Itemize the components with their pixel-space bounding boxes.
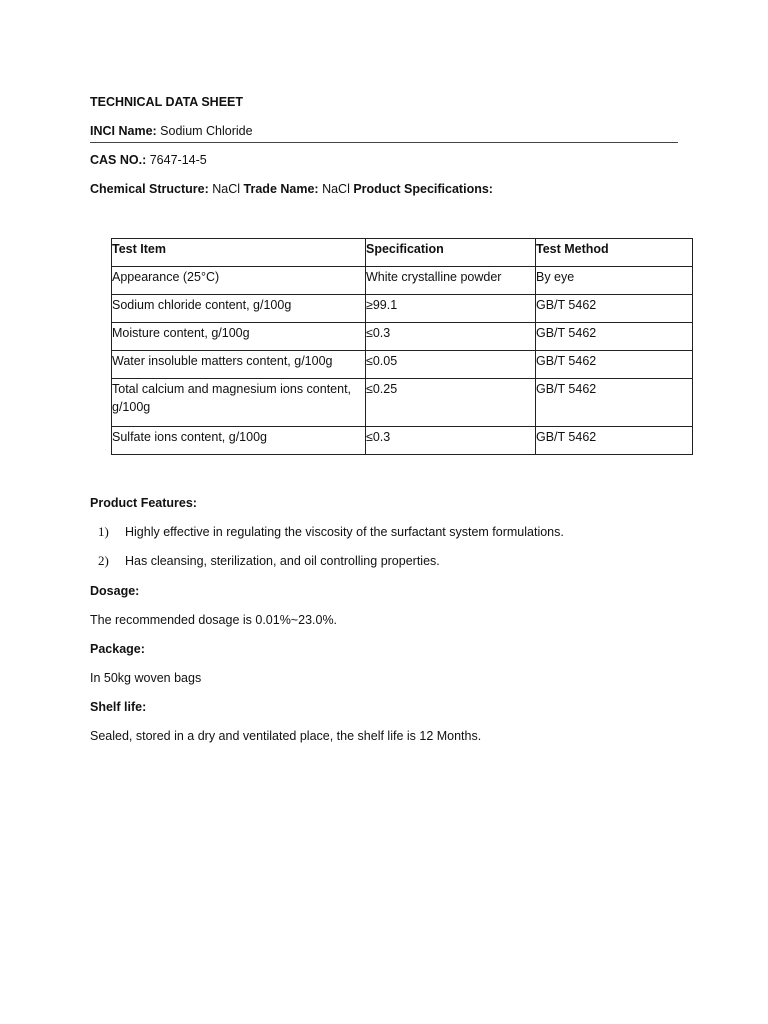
specification-cell: White crystalline powder [366, 267, 536, 295]
test-item-cell: Water insoluble matters content, g/100g [112, 351, 366, 379]
cas-number-label: CAS NO.: [90, 153, 147, 167]
test-method-cell: GB/T 5462 [536, 351, 693, 379]
trade-name-value: NaCl [322, 182, 350, 196]
test-method-cell: GB/T 5462 [536, 323, 693, 351]
test-item-cell: Appearance (25°C) [112, 267, 366, 295]
table-row [112, 295, 693, 323]
test-method-cell: GB/T 5462 [536, 379, 693, 427]
chemical-structure-value: NaCl [212, 182, 241, 196]
specification-cell: ≤0.3 [366, 427, 536, 455]
table-header-row [112, 239, 693, 267]
structure-trade-line [90, 181, 493, 197]
feature-list-item [98, 553, 440, 569]
cas-number-line [90, 152, 207, 168]
feature-text: Has cleansing, sterilization, and oil controlling properties. [125, 554, 440, 568]
header-test-item: Test Item [112, 239, 366, 267]
table-row [112, 379, 693, 427]
shelf-life-text: Sealed, stored in a dry and ventilated place, the shelf life is 12 Months. [90, 729, 482, 743]
specification-cell: ≤0.3 [366, 323, 536, 351]
test-item-cell: Sodium chloride content, g/100g [112, 295, 366, 323]
product-features-heading: Product Features: [90, 496, 197, 510]
test-method-cell: By eye [536, 267, 693, 295]
feature-list-item [98, 524, 564, 540]
test-item-cell: Total calcium and magnesium ions content, g/100g [112, 379, 366, 427]
inci-name-line [90, 123, 253, 139]
document-title: TECHNICAL DATA SHEET [90, 95, 244, 109]
feature-number: 1) [98, 524, 109, 539]
specification-cell: ≤0.25 [366, 379, 536, 427]
specifications-table [111, 238, 693, 455]
test-item-cell: Sulfate ions content, g/100g [112, 427, 366, 455]
package-text: In 50kg woven bags [90, 671, 202, 685]
trade-name-label: Trade Name: [243, 182, 319, 196]
header-test-method: Test Method [536, 239, 693, 267]
table-row [112, 267, 693, 295]
inci-name-value: Sodium Chloride [160, 124, 253, 138]
table-row [112, 427, 693, 455]
table-row [112, 351, 693, 379]
cas-number-value: 7647-14-5 [149, 153, 207, 167]
table-row [112, 323, 693, 351]
specification-cell: ≥99.1 [366, 295, 536, 323]
specification-cell: ≤0.05 [366, 351, 536, 379]
header-divider [90, 142, 678, 143]
feature-text: Highly effective in regulating the viscosity of the surfactant system formulations. [125, 525, 564, 539]
feature-number: 2) [98, 553, 109, 568]
dosage-heading: Dosage: [90, 584, 140, 598]
product-specifications-label: Product Specifications: [353, 182, 493, 196]
chemical-structure-label: Chemical Structure: [90, 182, 209, 196]
test-item-cell: Moisture content, g/100g [112, 323, 366, 351]
test-method-cell: GB/T 5462 [536, 427, 693, 455]
package-heading: Package: [90, 642, 145, 656]
inci-name-label: INCI Name: [90, 124, 157, 138]
test-method-cell: GB/T 5462 [536, 295, 693, 323]
header-specification: Specification [366, 239, 536, 267]
shelf-life-heading: Shelf life: [90, 700, 147, 714]
dosage-text: The recommended dosage is 0.01%~23.0%. [90, 613, 338, 627]
